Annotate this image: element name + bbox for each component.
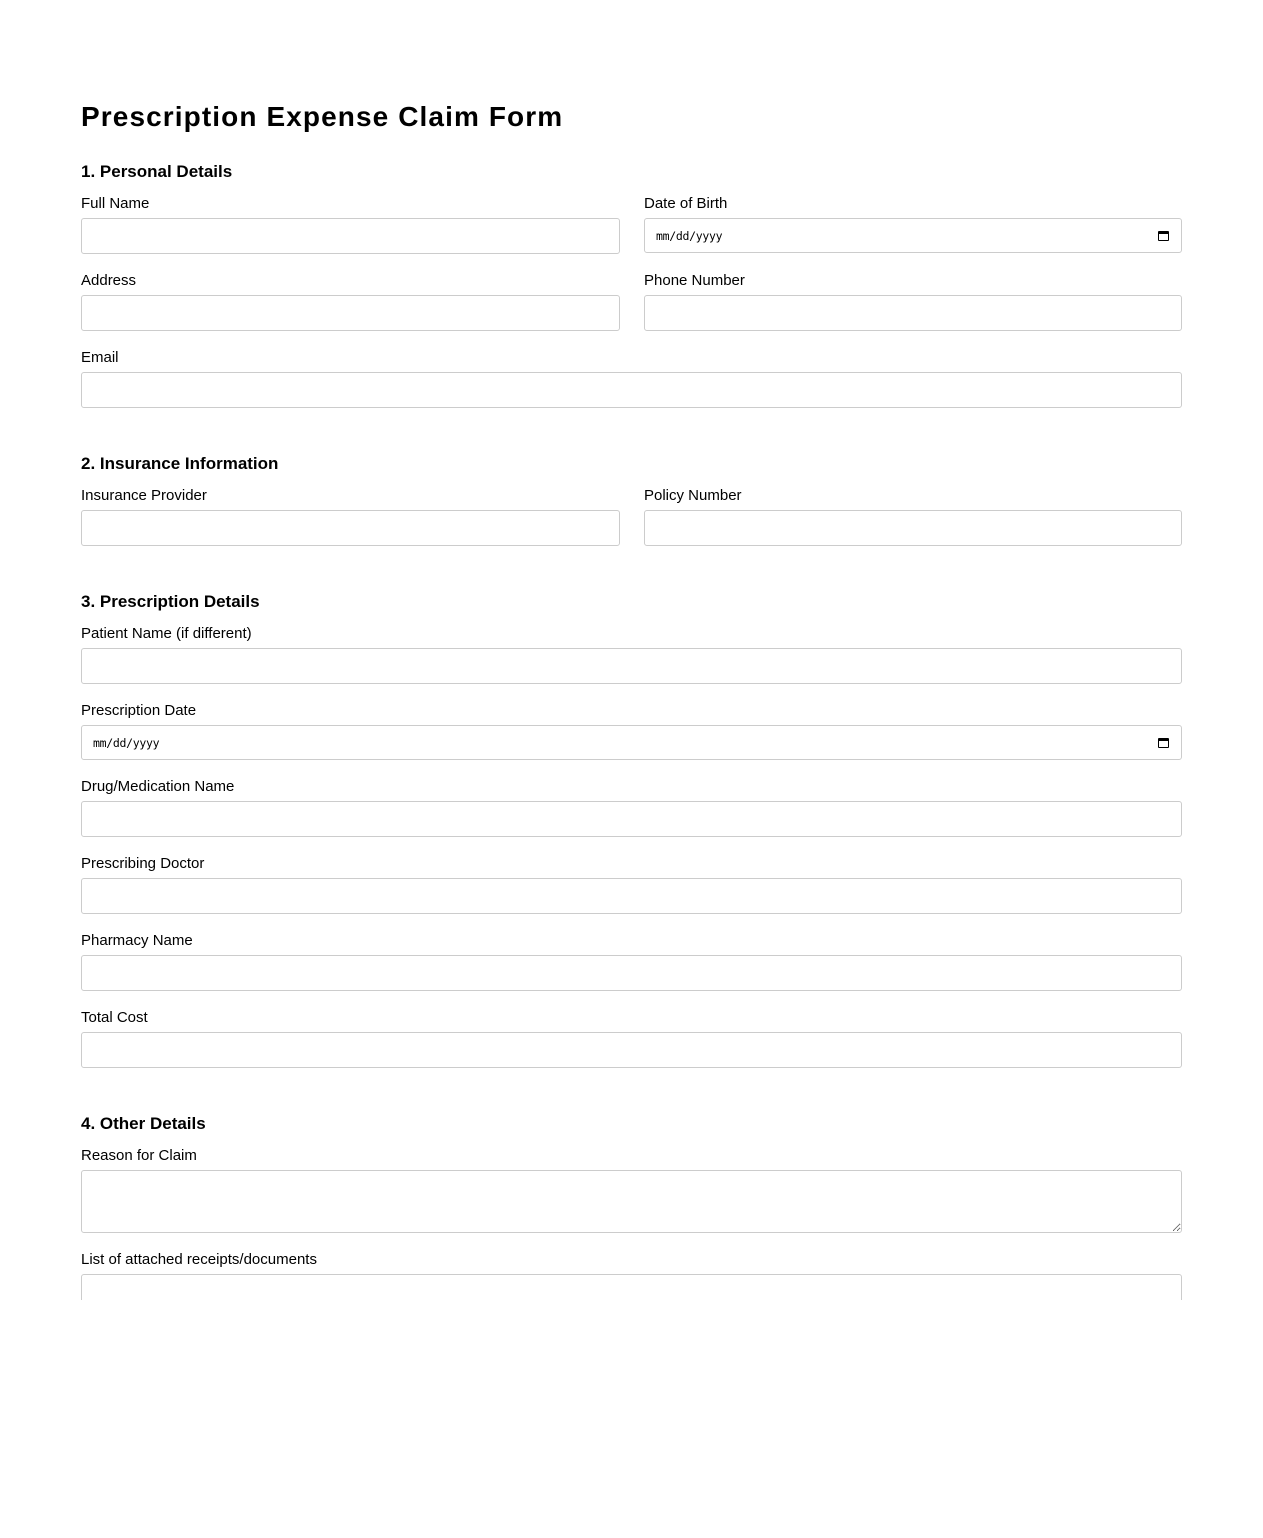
attachments-label: List of attached receipts/documents [81,1251,317,1268]
total-cost-input[interactable] [81,1032,1182,1068]
patient-name-input[interactable] [81,648,1182,684]
claim-form [81,0,1182,1300]
section-heading-insurance: 2. Insurance Information [81,454,279,473]
attachments-textarea[interactable] [81,1274,1182,1300]
insurance-provider-input[interactable] [81,510,620,546]
calendar-icon[interactable] [1158,738,1169,748]
reason-label: Reason for Claim [81,1147,197,1164]
email-label: Email [81,349,119,366]
prescribing-doctor-input[interactable] [81,878,1182,914]
full-name-input[interactable] [81,218,620,254]
policy-number-label: Policy Number [644,487,742,504]
address-input[interactable] [81,295,620,331]
patient-name-label: Patient Name (if different) [81,625,252,642]
total-cost-label: Total Cost [81,1009,148,1026]
section-heading-prescription: 3. Prescription Details [81,592,260,611]
pharmacy-name-input[interactable] [81,955,1182,991]
reason-textarea[interactable] [81,1170,1182,1233]
phone-label: Phone Number [644,272,745,289]
address-label: Address [81,272,137,289]
pharmacy-name-label: Pharmacy Name [81,932,193,949]
calendar-icon[interactable] [1158,231,1169,241]
prescription-date-placeholder: mm/dd/yyyy [93,735,160,750]
section-heading-other: 4. Other Details [81,1114,206,1133]
prescription-date-label: Prescription Date [81,702,197,719]
insurance-provider-label: Insurance Provider [81,487,207,504]
prescription-date-input[interactable] [81,725,1182,760]
section-heading-personal: 1. Personal Details [81,162,233,181]
policy-number-input[interactable] [644,510,1182,546]
dob-date-input[interactable] [644,218,1182,253]
dob-placeholder: mm/dd/yyyy [656,228,723,243]
prescribing-doctor-label: Prescribing Doctor [81,855,205,872]
drug-name-input[interactable] [81,801,1182,837]
phone-input[interactable] [644,295,1182,331]
full-name-label: Full Name [81,195,150,212]
dob-label: Date of Birth [644,195,728,212]
drug-name-label: Drug/Medication Name [81,778,235,795]
page-title: Prescription Expense Claim Form [81,101,564,132]
email-input[interactable] [81,372,1182,408]
